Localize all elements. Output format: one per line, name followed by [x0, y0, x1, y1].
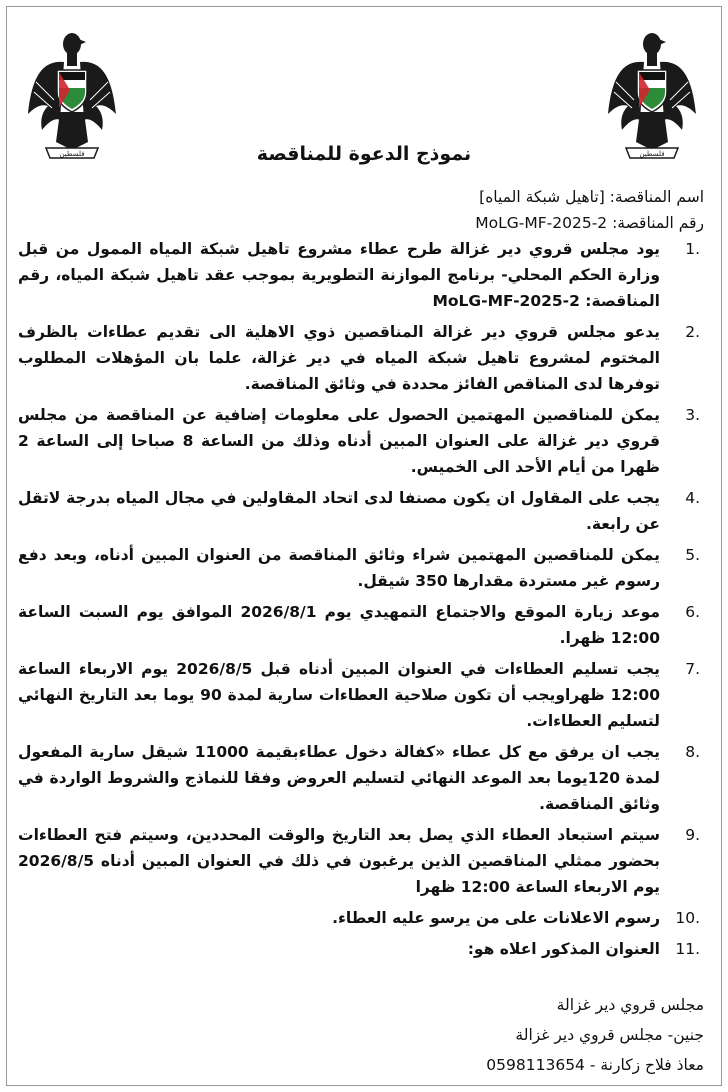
- item-text: يجب على المقاول ان يكون مصنفا لدى اتحاد المقاولين في مجال المياه بدرجة لاتقل عن رابعة.: [18, 489, 660, 533]
- contact-address: [18, 990, 704, 1080]
- item-text: يمكن للمناقصين المهتمين الحصول على معلومات إضافية عن المناقصة من مجلس قروي دير غزالة على العنوان المبين أدناه وذلك من الساعة 8 صباحا إلى الساعة 2 ظهرا من أيام الأحد الى الخميس.: [18, 406, 660, 476]
- palestine-eagle-emblem-left: [24, 22, 120, 162]
- item-number: 3.: [685, 406, 700, 424]
- tender-items-list: [18, 236, 704, 962]
- tender-number: رقم المناقصة: MoLG-MF-2025-2: [475, 214, 704, 232]
- item-text: موعد زيارة الموقع والاجتماع التمهيدي يوم 2026/8/1 الموافق يوم السبت الساعة 12:00 ظهرا.: [18, 603, 661, 647]
- tender-item-9: [18, 822, 704, 900]
- item-text: يود مجلس قروي دير غزالة طرح عطاء مشروع تاهيل شبكة المياه الممول من قبل وزارة الحكم المحلي- برنامج الموازنة التطويرية بموجب عقد تاهيل شبكة المياه، رقم المناقصة: MoLG-MF-2025-2: [18, 240, 660, 310]
- item-number: 11.: [675, 940, 700, 958]
- tender-item-2: [18, 319, 704, 397]
- item-number: 10.: [675, 909, 700, 927]
- item-text: يجب ان يرفق مع كل عطاء «كفالة دخول عطاءبقيمة 11000 شيقل سارية المفعول لمدة 120يوما بعد الموعد النهائي لتسليم العروض وفقا للنماذج والشروط الواردة في وثائق المناقصة.: [18, 743, 660, 813]
- item-text: يجب تسليم العطاءات في العنوان المبين أدناه قبل 2026/8/5 يوم الاربعاء الساعة 12:00 ظهراويجب أن تكون صلاحية العطاءات سارية لمدة 90 يوما بعد التاريخ النهائي لتسليم العطاءات.: [18, 660, 660, 730]
- address-line-location: جنين- مجلس قروي دير غزالة: [515, 1026, 704, 1044]
- tender-item-8: [18, 739, 704, 817]
- tender-item-1: [18, 236, 704, 314]
- item-text: يدعو مجلس قروي دير غزالة المناقصين ذوي الاهلية الى تقديم عطاءات بالظرف المختوم لمشروع تاهيل شبكة المياه في دير غزالة، علما بان المؤهلات المطلوب توفرها لدى المناقص الفائز محددة في وثائق المناقصة.: [18, 323, 660, 393]
- emblem-scroll-text-right: فلسطين: [639, 150, 665, 158]
- item-number: 4.: [685, 489, 700, 507]
- item-number: 1.: [685, 240, 700, 258]
- tender-body: [18, 184, 704, 967]
- emblem-scroll-text-left: فلسطين: [59, 150, 85, 158]
- item-text: سيتم استبعاد العطاء الذي يصل بعد التاريخ والوقت المحددين، وسيتم فتح العطاءات بحضور ممثلي المناقصين الذين يرغبون في ذلك في العنوان المبين أدناه 2026/8/5 يوم الاربعاء الساعة 12:00 ظهرا: [18, 826, 660, 896]
- item-number: 8.: [685, 743, 700, 761]
- tender-item-5: [18, 542, 704, 594]
- tender-item-10: [18, 905, 704, 931]
- item-text: يمكن للمناقصين المهتمين شراء وثائق المناقصة من العنوان المبين أدناه، وبعد دفع رسوم غير مستردة مقدارها 350 شيقل.: [18, 546, 660, 590]
- item-text: رسوم الاعلانات على من يرسو عليه العطاء.: [332, 909, 660, 927]
- document-title: نموذج الدعوة للمناقصة: [256, 143, 472, 165]
- item-number: 6.: [685, 603, 700, 621]
- tender-item-4: [18, 485, 704, 537]
- item-number: 5.: [685, 546, 700, 564]
- tender-item-7: [18, 656, 704, 734]
- tender-name: اسم المناقصة: [تاهيل شبكة المياه]: [479, 188, 704, 206]
- tender-item-11: [18, 936, 704, 962]
- tender-item-3: [18, 402, 704, 480]
- address-line-council: مجلس قروي دير غزالة: [556, 996, 704, 1014]
- item-number: 9.: [685, 826, 700, 844]
- item-text: العنوان المذكور اعلاه هو:: [467, 940, 660, 958]
- item-number: 7.: [685, 660, 700, 678]
- address-line-contact: معاذ فلاح زكارنة - 0598113654: [486, 1056, 704, 1074]
- tender-item-6: [18, 599, 704, 651]
- palestine-eagle-emblem-right: [604, 22, 700, 162]
- item-number: 2.: [685, 323, 700, 341]
